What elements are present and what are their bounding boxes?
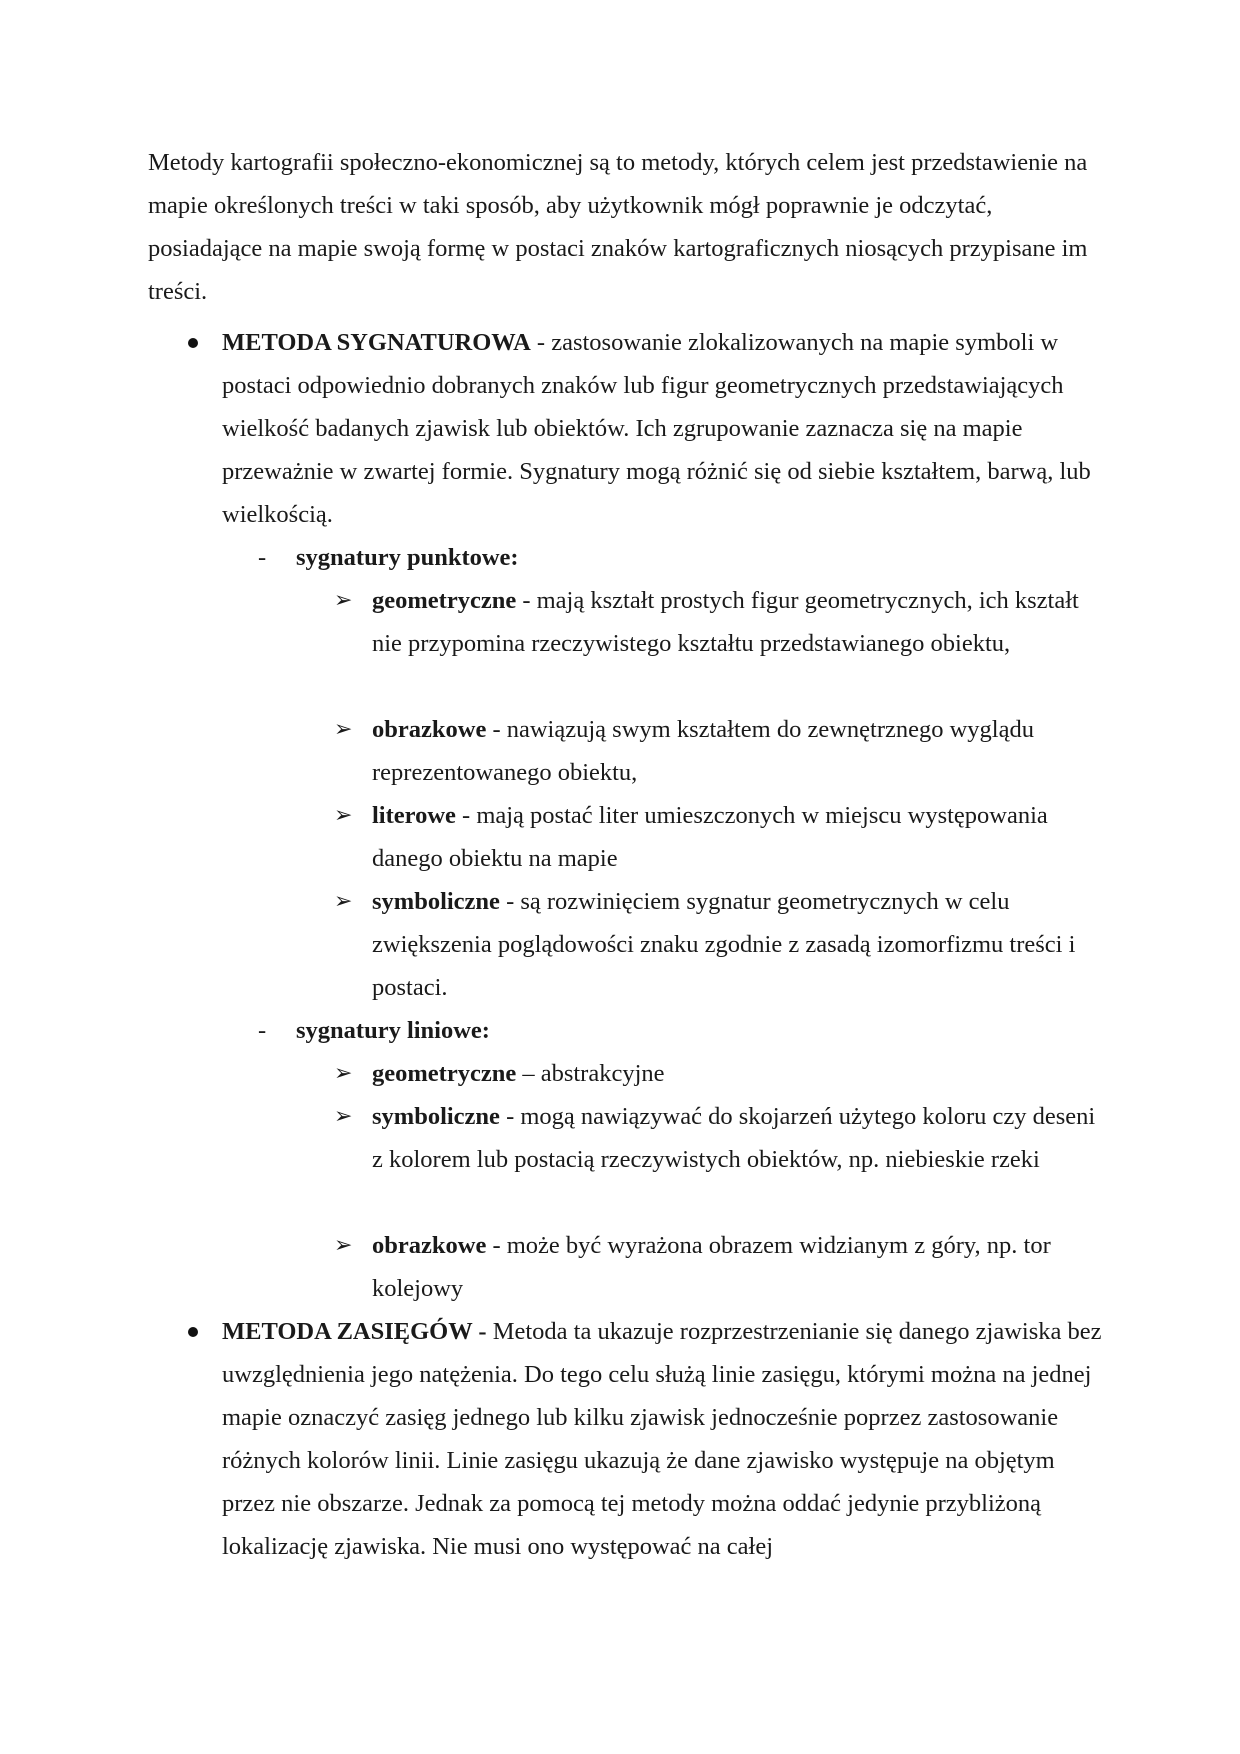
list-item-obrazkowe bbox=[334, 708, 1102, 794]
item-text: - mają kształt prostych figur geometrycznych, ich kształt nie przypomina rzeczywistego kształtu przedstawianego obiektu, bbox=[372, 587, 1079, 657]
bullet-metoda-sygnaturowa bbox=[222, 321, 1102, 536]
item-text: – abstrakcyjne bbox=[516, 1060, 665, 1087]
list-item-geometryczne-liniowe bbox=[334, 1052, 1102, 1095]
item-term: literowe bbox=[372, 802, 456, 829]
filled-circle-icon bbox=[188, 338, 198, 348]
arrowhead-bullet-icon: ➢ bbox=[334, 1104, 353, 1129]
item-term: geometryczne bbox=[372, 1060, 517, 1087]
bullet-metoda-zasiegow bbox=[222, 1310, 1102, 1568]
item-term: obrazkowe bbox=[372, 1232, 487, 1259]
bullet-text: - zastosowanie zlokalizowanych na mapie symboli w postaci odpowiednio dobranych znaków lub figur geometrycznych przedstawiających wielkość badanych zjawisk lub obiektów. Ich zgrupowanie zaznacza się na mapie przeważnie w zwartej formie. Sygnatury mogą różnić się od siebie kształtem, barwą, lub wielkością. bbox=[222, 329, 1091, 528]
subsection-title: sygnatury liniowe: bbox=[296, 1017, 490, 1044]
arrowhead-bullet-icon: ➢ bbox=[334, 803, 353, 828]
dash-marker: - bbox=[258, 1017, 267, 1044]
item-text: - mogą nawiązywać do skojarzeń użytego koloru czy deseni z kolorem lub postacią rzeczywistych obiektów, np. niebieskie rzeki bbox=[372, 1103, 1096, 1173]
filled-circle-icon bbox=[188, 1327, 198, 1337]
item-term: symboliczne bbox=[372, 888, 500, 915]
arrowhead-bullet-icon: ➢ bbox=[334, 588, 353, 613]
bullet-text: Metoda ta ukazuje rozprzestrzenianie się danego zjawiska bez uwzględnienia jego natężenia. Do tego celu służą linie zasięgu, którymi można na jednej mapie oznaczyć zasięg jednego lub kilku zjawisk jednocześnie poprzez zastosowanie różnych kolorów linii. Linie zasięgu ukazują że dane zjawisko występuje na objętym przez nie obszarze. Jednak za pomocą tej metody można oddać jedynie przybliżoną lokalizację zjawiska. Nie musi ono występować na całej bbox=[222, 1318, 1102, 1560]
arrowhead-bullet-icon: ➢ bbox=[334, 1061, 353, 1086]
dash-marker: - bbox=[258, 544, 267, 571]
item-term: geometryczne bbox=[372, 587, 517, 614]
item-text: - może być wyrażona obrazem widzianym z góry, np. tor kolejowy bbox=[372, 1232, 1051, 1302]
item-term: symboliczne bbox=[372, 1103, 500, 1130]
subsection-sygnatury-liniowe bbox=[258, 1009, 1056, 1052]
bullet-term: METODA ZASIĘGÓW - bbox=[222, 1318, 487, 1345]
list-item-geometryczne bbox=[334, 579, 1102, 665]
list-item-literowe bbox=[334, 794, 1102, 880]
intro-paragraph: Metody kartografii społeczno-ekonomicznej są to metody, których celem jest przedstawienie na mapie określonych treści w taki sposób, aby użytkownik mógł poprawnie je odczytać, posiadające na mapie swoją formę w postaci znaków kartograficznych niosących przypisane im treści. bbox=[148, 149, 1088, 305]
item-text: - są rozwinięciem sygnatur geometrycznych w celu zwiększenia poglądowości znaku zgodnie z zasadą izomorfizmu treści i postaci. bbox=[372, 888, 1076, 1001]
subsection-sygnatury-punktowe bbox=[258, 536, 1056, 579]
arrowhead-bullet-icon: ➢ bbox=[334, 1233, 353, 1258]
bullet-term: METODA SYGNATUROWA bbox=[222, 329, 531, 356]
list-item-symboliczne bbox=[334, 880, 1102, 1009]
arrowhead-bullet-icon: ➢ bbox=[334, 717, 353, 742]
item-text: - mają postać liter umieszczonych w miejscu występowania danego obiektu na mapie bbox=[372, 802, 1048, 872]
item-term: obrazkowe bbox=[372, 716, 487, 743]
list-item-symboliczne-liniowe bbox=[334, 1095, 1102, 1181]
list-item-obrazkowe-liniowe bbox=[334, 1224, 1102, 1310]
item-text: - nawiązują swym kształtem do zewnętrznego wyglądu reprezentowanego obiektu, bbox=[372, 716, 1034, 786]
subsection-title: sygnatury punktowe: bbox=[296, 544, 519, 571]
arrowhead-bullet-icon: ➢ bbox=[334, 889, 353, 914]
